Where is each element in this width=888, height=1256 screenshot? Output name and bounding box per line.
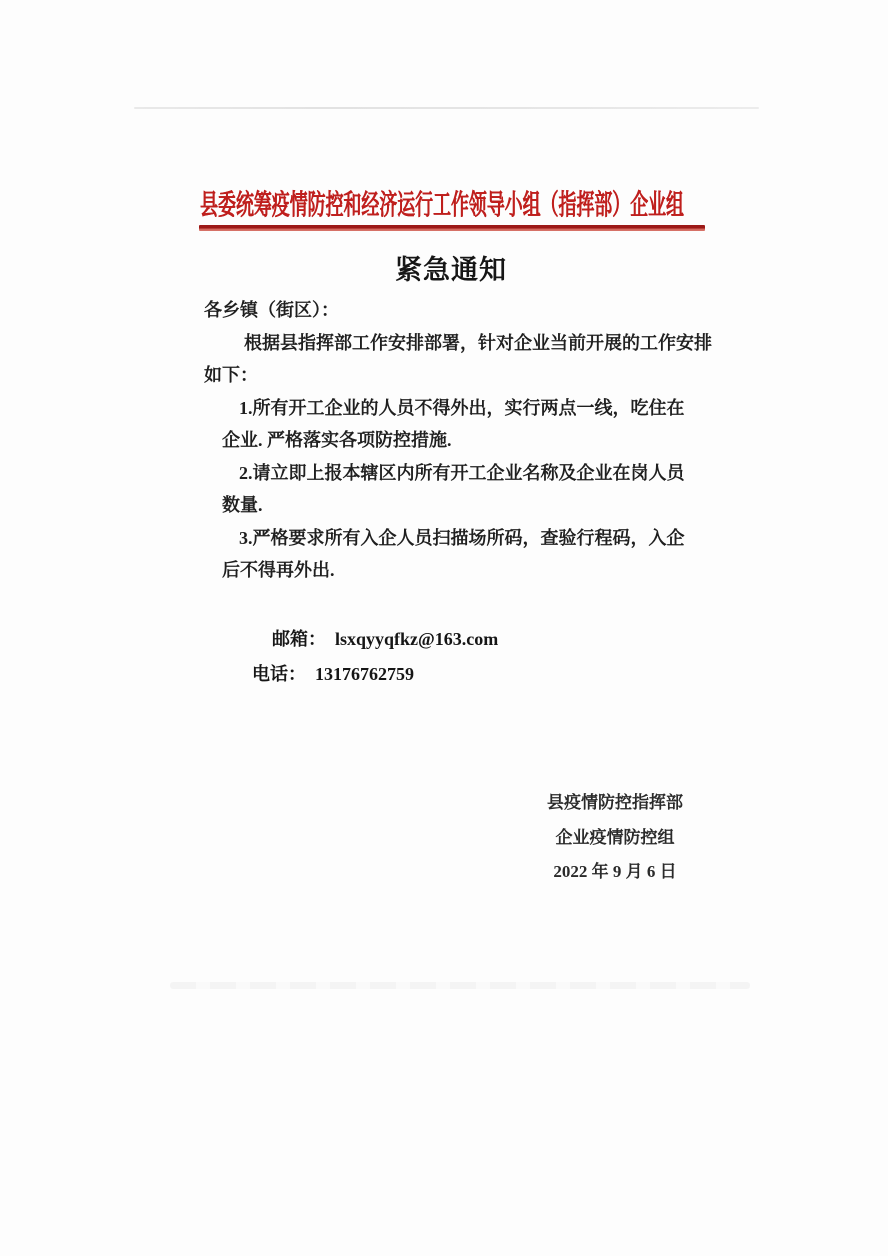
intro-line-2: 如下：: [204, 365, 258, 385]
phone-label: 电话：: [252, 664, 306, 684]
org-title-text: 县委统筹疫情防控和经济运行工作领导小组（指挥部）企业组: [200, 190, 684, 221]
email-value: lsxqyyqfkz@163.com: [335, 629, 499, 649]
item-1-line-1: 1.所有开工企业的人员不得外出，实行两点一线，吃住在: [239, 397, 685, 418]
item-1-line-2: 企业. 严格落实各项防控措施.: [222, 430, 452, 450]
phone-value: 13176762759: [315, 664, 414, 684]
intro-line-1: 根据县指挥部工作安排部署，针对企业当前开展的工作安排: [244, 332, 712, 353]
phone-line: [204, 657, 624, 692]
item-3-line-2: 后不得再外出.: [222, 560, 335, 580]
email-label: 邮箱：: [272, 629, 326, 649]
notice-body: [204, 294, 712, 587]
item-3-line-1: 3.严格要求所有入企人员扫描场所码，查验行程码，入企: [239, 527, 685, 548]
salutation: 各乡镇（街区）：: [204, 300, 339, 320]
scan-artifact-bottom-smudge: [170, 982, 750, 989]
signature-org-2: 企业疫情防控组: [555, 827, 675, 847]
item-2-line-1: 2.请立即上报本辖区内所有开工企业名称及企业在岗人员: [239, 462, 685, 483]
signature-block: [545, 786, 685, 890]
item-2-line-2: 数量.: [222, 495, 263, 515]
org-title: [200, 189, 704, 223]
contact-block: [204, 622, 624, 692]
signature-org-1: 县疫情防控指挥部: [547, 793, 683, 812]
email-line: [204, 622, 624, 657]
org-title-underline: [199, 225, 705, 231]
scan-artifact-top-rule: [134, 107, 759, 109]
notice-title: 紧急通知: [395, 255, 507, 285]
signature-date: 2022 年 9 月 6 日: [553, 862, 677, 881]
